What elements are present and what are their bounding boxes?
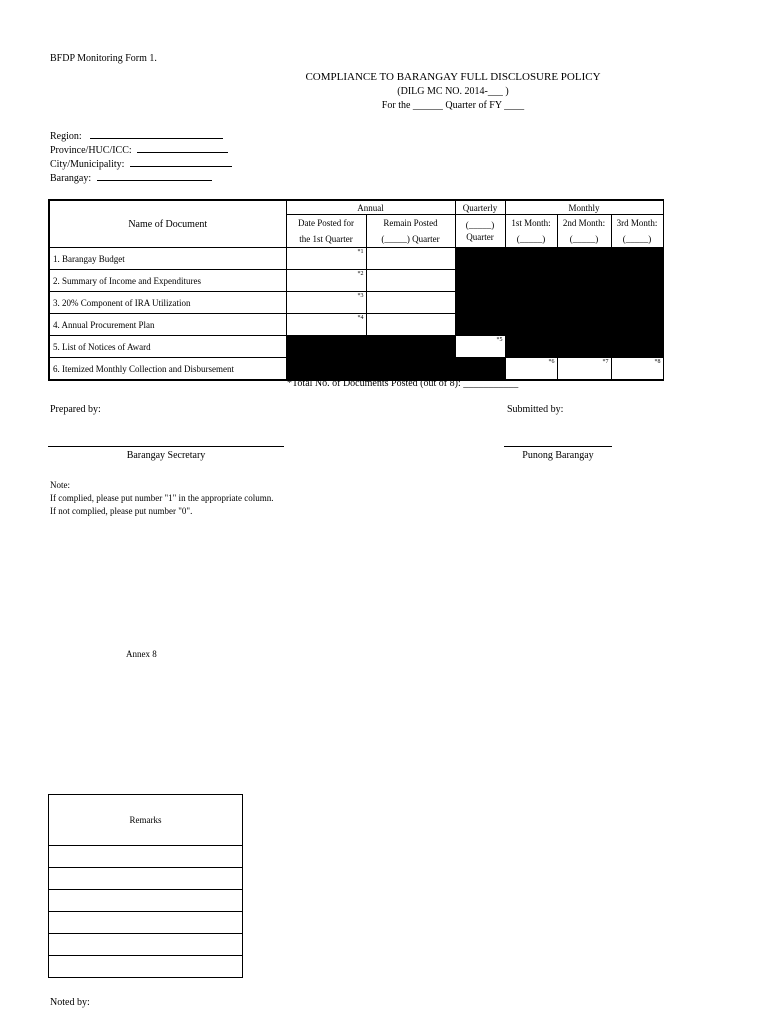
table-row xyxy=(49,314,663,336)
prepared-by-label: Prepared by: xyxy=(50,404,101,415)
shaded-cell xyxy=(455,292,505,314)
remarks-row[interactable] xyxy=(49,912,243,934)
date-posted-line-2: the 1st Quarter xyxy=(299,234,353,244)
note-line-2: If not complied, please put number "0". xyxy=(50,506,193,516)
document-name: 2. Summary of Income and Expenditures xyxy=(49,270,286,292)
shaded-cell xyxy=(611,248,663,270)
date-posted-header xyxy=(286,215,366,248)
month2-cell[interactable]: *7 xyxy=(557,358,611,381)
secretary-signature-line[interactable] xyxy=(48,446,284,447)
city-input-line[interactable] xyxy=(130,166,232,167)
shaded-cell xyxy=(505,270,557,292)
month2-header xyxy=(557,215,611,248)
shaded-cell xyxy=(505,292,557,314)
month1-header xyxy=(505,215,557,248)
province-label: Province/HUC/ICC: xyxy=(50,145,132,156)
note-line-1: If complied, please put number "1" in the appropriate column. xyxy=(50,493,274,503)
date-posted-cell[interactable]: *4 xyxy=(286,314,366,336)
shaded-cell xyxy=(286,336,366,358)
barangay-label: Barangay: xyxy=(50,173,92,184)
month2-label: 2nd Month: xyxy=(562,218,606,228)
remarks-row[interactable] xyxy=(49,868,243,890)
punong-barangay-label: Punong Barangay xyxy=(522,450,594,461)
shaded-cell xyxy=(455,358,505,381)
shaded-cell xyxy=(611,314,663,336)
table-row xyxy=(49,270,663,292)
remarks-row[interactable] xyxy=(49,890,243,912)
remarks-header: Remarks xyxy=(49,795,243,846)
shaded-cell xyxy=(366,336,455,358)
city-field xyxy=(50,159,232,170)
period-line: For the ______ Quarter of FY ____ xyxy=(381,100,525,111)
annex-label: Annex 8 xyxy=(126,649,157,659)
compliance-table xyxy=(48,199,664,381)
shaded-cell xyxy=(455,248,505,270)
shaded-cell xyxy=(557,248,611,270)
month1-label: 1st Month: xyxy=(511,218,551,228)
shaded-cell xyxy=(505,314,557,336)
table-row xyxy=(49,248,663,270)
shaded-cell xyxy=(366,358,455,381)
region-input-line[interactable] xyxy=(90,138,223,139)
name-of-document-header: Name of Document xyxy=(49,200,286,248)
shaded-cell xyxy=(557,270,611,292)
shaded-cell xyxy=(505,336,557,358)
punong-signature-line[interactable] xyxy=(504,446,612,447)
barangay-input-line[interactable] xyxy=(97,180,212,181)
month2-blank: (_____) xyxy=(569,234,599,244)
document-name: 6. Itemized Monthly Collection and Disbursement xyxy=(49,358,286,381)
remain-posted-cell[interactable] xyxy=(366,248,455,270)
region-field xyxy=(50,131,223,142)
remarks-row[interactable] xyxy=(49,934,243,956)
month1-cell[interactable]: *6 xyxy=(505,358,557,381)
quarterly-cell[interactable]: *5 xyxy=(455,336,505,358)
table-row xyxy=(49,336,663,358)
remain-posted-line-2: (_____) Quarter xyxy=(381,234,440,244)
province-input-line[interactable] xyxy=(137,152,228,153)
barangay-field xyxy=(50,173,212,184)
remarks-row[interactable] xyxy=(49,846,243,868)
remain-posted-cell[interactable] xyxy=(366,270,455,292)
date-posted-cell[interactable]: *2 xyxy=(286,270,366,292)
table-row xyxy=(49,358,663,381)
document-name: 4. Annual Procurement Plan xyxy=(49,314,286,336)
region-label: Region: xyxy=(50,131,82,142)
date-posted-cell[interactable]: *3 xyxy=(286,292,366,314)
shaded-cell xyxy=(611,270,663,292)
monthly-header: Monthly xyxy=(505,200,663,215)
document-name: 1. Barangay Budget xyxy=(49,248,286,270)
form-label: BFDP Monitoring Form 1. xyxy=(50,53,157,64)
date-posted-cell[interactable]: *1 xyxy=(286,248,366,270)
quarterly-label: Quarter xyxy=(466,232,494,242)
month3-cell[interactable]: *8 xyxy=(611,358,663,381)
shaded-cell xyxy=(611,292,663,314)
remain-posted-header xyxy=(366,215,455,248)
shaded-cell xyxy=(557,336,611,358)
shaded-cell xyxy=(611,336,663,358)
annual-header: Annual xyxy=(286,200,455,215)
barangay-secretary-label: Barangay Secretary xyxy=(126,450,206,461)
shaded-cell xyxy=(455,314,505,336)
remain-posted-line-1: Remain Posted xyxy=(383,218,438,228)
quarterly-header: Quarterly xyxy=(455,200,505,215)
remarks-row[interactable] xyxy=(49,956,243,978)
month3-label: 3rd Month: xyxy=(616,218,658,228)
month1-blank: (_____) xyxy=(516,234,546,244)
quarterly-blank: (_____) xyxy=(465,220,495,230)
shaded-cell xyxy=(557,314,611,336)
city-label: City/Municipality: xyxy=(50,159,125,170)
total-documents-line: *Total No. of Documents Posted (out of 8): ___________ xyxy=(287,378,519,389)
shaded-cell xyxy=(286,358,366,381)
memo-number: (DILG MC NO. 2014-___ ) xyxy=(397,86,509,97)
month3-blank: (_____) xyxy=(622,234,652,244)
note-title: Note: xyxy=(50,480,70,490)
document-name: 3. 20% Component of IRA Utilization xyxy=(49,292,286,314)
document-name: 5. List of Notices of Award xyxy=(49,336,286,358)
page-title: COMPLIANCE TO BARANGAY FULL DISCLOSURE POLICY xyxy=(305,71,601,83)
remain-posted-cell[interactable] xyxy=(366,314,455,336)
date-posted-line-1: Date Posted for xyxy=(298,218,354,228)
shaded-cell xyxy=(505,248,557,270)
shaded-cell xyxy=(455,270,505,292)
submitted-by-label: Submitted by: xyxy=(507,404,564,415)
province-field xyxy=(50,145,228,156)
shaded-cell xyxy=(557,292,611,314)
quarterly-subheader xyxy=(455,215,505,248)
remarks-table xyxy=(48,794,243,978)
noted-by-label: Noted by: xyxy=(50,997,90,1008)
remain-posted-cell[interactable] xyxy=(366,292,455,314)
month3-header xyxy=(611,215,663,248)
table-row xyxy=(49,292,663,314)
